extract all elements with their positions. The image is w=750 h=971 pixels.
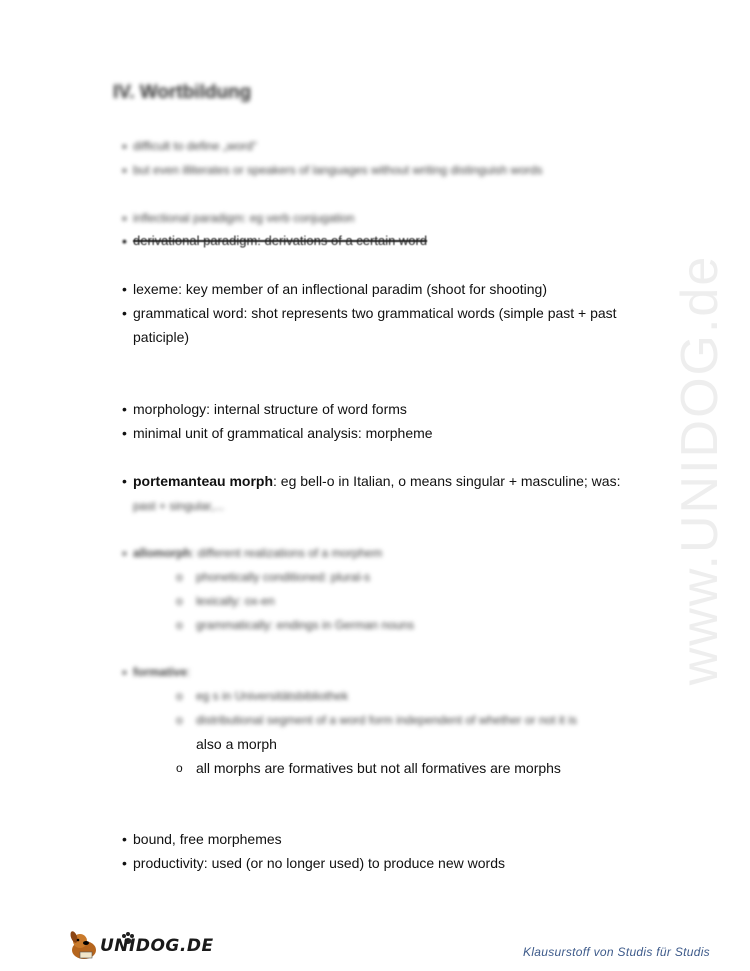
bullet-icon: •	[122, 233, 127, 249]
circle-bullet-icon: o	[176, 713, 183, 727]
bullet-icon: •	[122, 138, 127, 154]
bullet-icon: •	[122, 664, 127, 680]
bullet-icon: •	[122, 162, 127, 178]
bullet-icon: •	[122, 545, 127, 561]
circle-bullet-icon: o	[176, 594, 183, 608]
section-title: IV. Wortbildung	[113, 82, 252, 103]
circle-bullet-icon: o	[176, 689, 183, 703]
term-bold: portemanteau morph	[133, 473, 274, 489]
bullet-icon: •	[122, 210, 127, 226]
logo-text: UNIDOG.DE	[100, 936, 214, 956]
circle-bullet-icon: o	[176, 761, 183, 775]
bullet-icon: •	[122, 425, 127, 441]
bullet-icon: •	[122, 855, 127, 871]
circle-bullet-icon: o	[176, 570, 183, 584]
bullet-icon: •	[122, 281, 127, 297]
bullet-icon: •	[122, 831, 127, 847]
bullet-icon: •	[122, 305, 127, 321]
circle-bullet-icon: o	[176, 618, 183, 632]
bullet-icon: •	[122, 401, 127, 417]
footer-tagline: Klausurstoff von Studis für Studis	[523, 945, 710, 959]
document-page: www.UNIDOG.de IV. Wortbildung • difficult to define „word“ • but even illiterates or speakers of languages without writing distinguish words • inflectional paradigm: eg verb conjugation • derivational paradigm: derivations of a certain word • lexeme: key member of an inflectional paradim (shoot for shooting) • grammatical word: shot represents two grammatical words (simple past + past paticiple) • morphology: internal structure of word forms • minimal unit of grammatical analysis: morpheme • portemanteau morph: eg bell-o in Italian, o means singular + masculine; was: past + singular,... • allomorph: different realizations of a morphem o phonetically conditioned: plural-s o lexically: ox-en o grammatically: endings in German nouns • formative: o eg s in Universitätsbibliothek o distributional segment of a word form independent of whether or not it is also a morph o all morphs are formatives but not all formatives are morphs • bound, free morphemes • productivity: used (or no longer used) to produce new words UNIDOG.DE Klausurstoff von Studis für Studis	[0, 0, 750, 971]
watermark: www.UNIDOG.de	[671, 254, 729, 686]
bullet-icon: •	[122, 473, 127, 489]
